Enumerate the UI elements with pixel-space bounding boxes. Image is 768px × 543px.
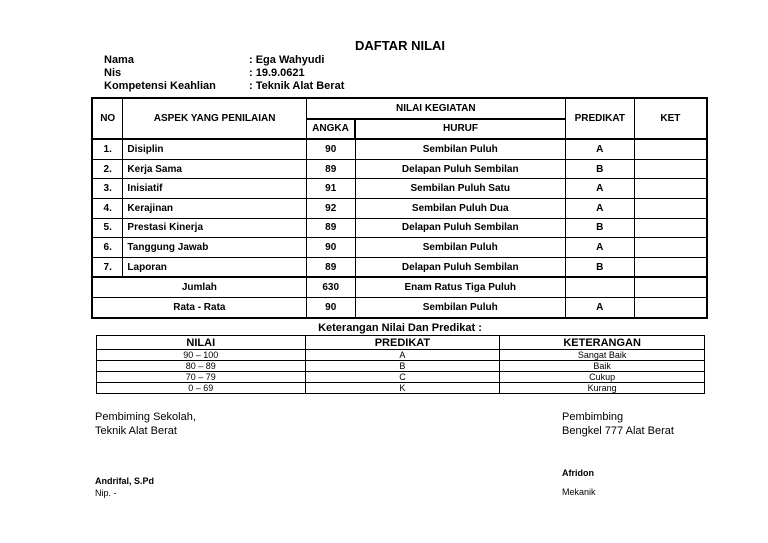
legend-nilai: 90 – 100	[97, 350, 306, 361]
signature-right-line2: Bengkel 777 Alat Berat	[562, 425, 674, 437]
header-huruf: HURUF	[355, 119, 565, 140]
header-no: NO	[92, 98, 123, 139]
table-row	[92, 159, 707, 179]
legend-row	[97, 350, 705, 361]
jumlah-huruf: Enam Ratus Tiga Puluh	[355, 277, 565, 297]
cell-ket	[634, 238, 707, 258]
cell-no: 4.	[92, 198, 123, 218]
info-label: Nis	[104, 67, 122, 79]
cell-predikat: A	[565, 179, 634, 199]
legend-keterangan: Kurang	[500, 383, 705, 394]
info-label: Nama	[104, 54, 134, 66]
header-row	[92, 98, 707, 119]
header-ket: KET	[634, 98, 707, 139]
cell-huruf: Sembilan Puluh	[355, 139, 565, 159]
legend-nilai: 80 – 89	[97, 361, 306, 372]
header-predikat: PREDIKAT	[565, 98, 634, 139]
legend-keterangan: Sangat Baik	[500, 350, 705, 361]
legend-nilai: 0 – 69	[97, 383, 306, 394]
cell-aspek: Prestasi Kinerja	[123, 218, 306, 238]
cell-angka: 89	[306, 159, 355, 179]
signature-left	[95, 410, 345, 510]
legend-row	[97, 361, 705, 372]
info-value: : Teknik Alat Berat	[249, 80, 345, 92]
rata-predikat: A	[565, 297, 634, 317]
cell-angka: 91	[306, 179, 355, 199]
cell-predikat: A	[565, 198, 634, 218]
legend-row	[97, 372, 705, 383]
legend-predikat: A	[305, 350, 500, 361]
table-row	[92, 238, 707, 258]
signature-right-line1: Pembimbing	[562, 411, 624, 423]
info-row-nama	[104, 54, 344, 67]
cell-angka: 90	[306, 238, 355, 258]
table-row	[92, 139, 707, 159]
cell-no: 6.	[92, 238, 123, 258]
grades-table	[91, 97, 708, 319]
cell-huruf: Delapan Puluh Sembilan	[355, 218, 565, 238]
cell-no: 5.	[92, 218, 123, 238]
cell-aspek: Disiplin	[123, 139, 306, 159]
cell-aspek: Tanggung Jawab	[123, 238, 306, 258]
jumlah-angka: 630	[306, 277, 355, 297]
cell-ket	[634, 159, 707, 179]
cell-ket	[634, 198, 707, 218]
signature-right-name: Afridon	[562, 468, 594, 478]
rata-angka: 90	[306, 297, 355, 317]
jumlah-row	[92, 277, 707, 297]
jumlah-predikat	[565, 277, 634, 297]
legend-predikat: C	[305, 372, 500, 383]
header-angka: ANGKA	[306, 119, 355, 140]
cell-huruf: Delapan Puluh Sembilan	[355, 159, 565, 179]
legend-header-predikat: PREDIKAT	[305, 336, 500, 350]
cell-angka: 90	[306, 139, 355, 159]
cell-huruf: Sembilan Puluh Satu	[355, 179, 565, 199]
jumlah-ket	[634, 277, 707, 297]
rata-ket	[634, 297, 707, 317]
cell-aspek: Kerajinan	[123, 198, 306, 218]
table-row	[92, 198, 707, 218]
legend-nilai: 70 – 79	[97, 372, 306, 383]
cell-predikat: A	[565, 139, 634, 159]
cell-aspek: Laporan	[123, 257, 306, 277]
table-row	[92, 257, 707, 277]
header-aspek: ASPEK YANG PENILAIAN	[123, 98, 306, 139]
signature-left-line2: Teknik Alat Berat	[95, 425, 177, 437]
cell-aspek: Kerja Sama	[123, 159, 306, 179]
signature-left-sub: Nip. -	[95, 488, 117, 498]
document-title: DAFTAR NILAI	[354, 38, 446, 53]
cell-huruf: Sembilan Puluh Dua	[355, 198, 565, 218]
table-row	[92, 218, 707, 238]
rata-row	[92, 297, 707, 317]
legend-predikat: K	[305, 383, 500, 394]
cell-angka: 92	[306, 198, 355, 218]
cell-ket	[634, 257, 707, 277]
info-row-kompetensi	[104, 80, 344, 93]
table-row	[92, 179, 707, 199]
info-label: Kompetensi Keahlian	[104, 80, 216, 92]
info-value: : 19.9.0621	[249, 67, 305, 79]
legend-title: Keterangan Nilai Dan Predikat :	[318, 322, 482, 334]
cell-predikat: A	[565, 238, 634, 258]
legend-header-row	[97, 336, 705, 350]
cell-angka: 89	[306, 257, 355, 277]
legend-predikat: B	[305, 361, 500, 372]
cell-angka: 89	[306, 218, 355, 238]
legend-keterangan: Cukup	[500, 372, 705, 383]
signature-right-sub: Mekanik	[562, 487, 596, 497]
legend-row	[97, 383, 705, 394]
jumlah-label: Jumlah	[92, 277, 306, 297]
cell-aspek: Inisiatif	[123, 179, 306, 199]
cell-ket	[634, 218, 707, 238]
cell-predikat: B	[565, 257, 634, 277]
cell-predikat: B	[565, 218, 634, 238]
legend-keterangan: Baik	[500, 361, 705, 372]
legend-table	[96, 335, 705, 394]
signature-left-line1: Pembiming Sekolah,	[95, 411, 196, 423]
cell-ket	[634, 139, 707, 159]
legend-header-nilai: NILAI	[97, 336, 306, 350]
signature-left-name: Andrifal, S.Pd	[95, 476, 155, 486]
cell-predikat: B	[565, 159, 634, 179]
legend-header-keterangan: KETERANGAN	[500, 336, 705, 350]
info-row-nis	[104, 67, 344, 80]
signature-right	[562, 410, 762, 510]
info-value: : Ega Wahyudi	[249, 54, 325, 66]
cell-huruf: Sembilan Puluh	[355, 238, 565, 258]
rata-label: Rata - Rata	[92, 297, 306, 317]
rata-huruf: Sembilan Puluh	[355, 297, 565, 317]
header-nilai-kegiatan: NILAI KEGIATAN	[306, 98, 565, 119]
cell-huruf: Delapan Puluh Sembilan	[355, 257, 565, 277]
cell-no: 1.	[92, 139, 123, 159]
cell-no: 2.	[92, 159, 123, 179]
cell-ket	[634, 179, 707, 199]
cell-no: 3.	[92, 179, 123, 199]
cell-no: 7.	[92, 257, 123, 277]
student-info	[104, 54, 344, 93]
